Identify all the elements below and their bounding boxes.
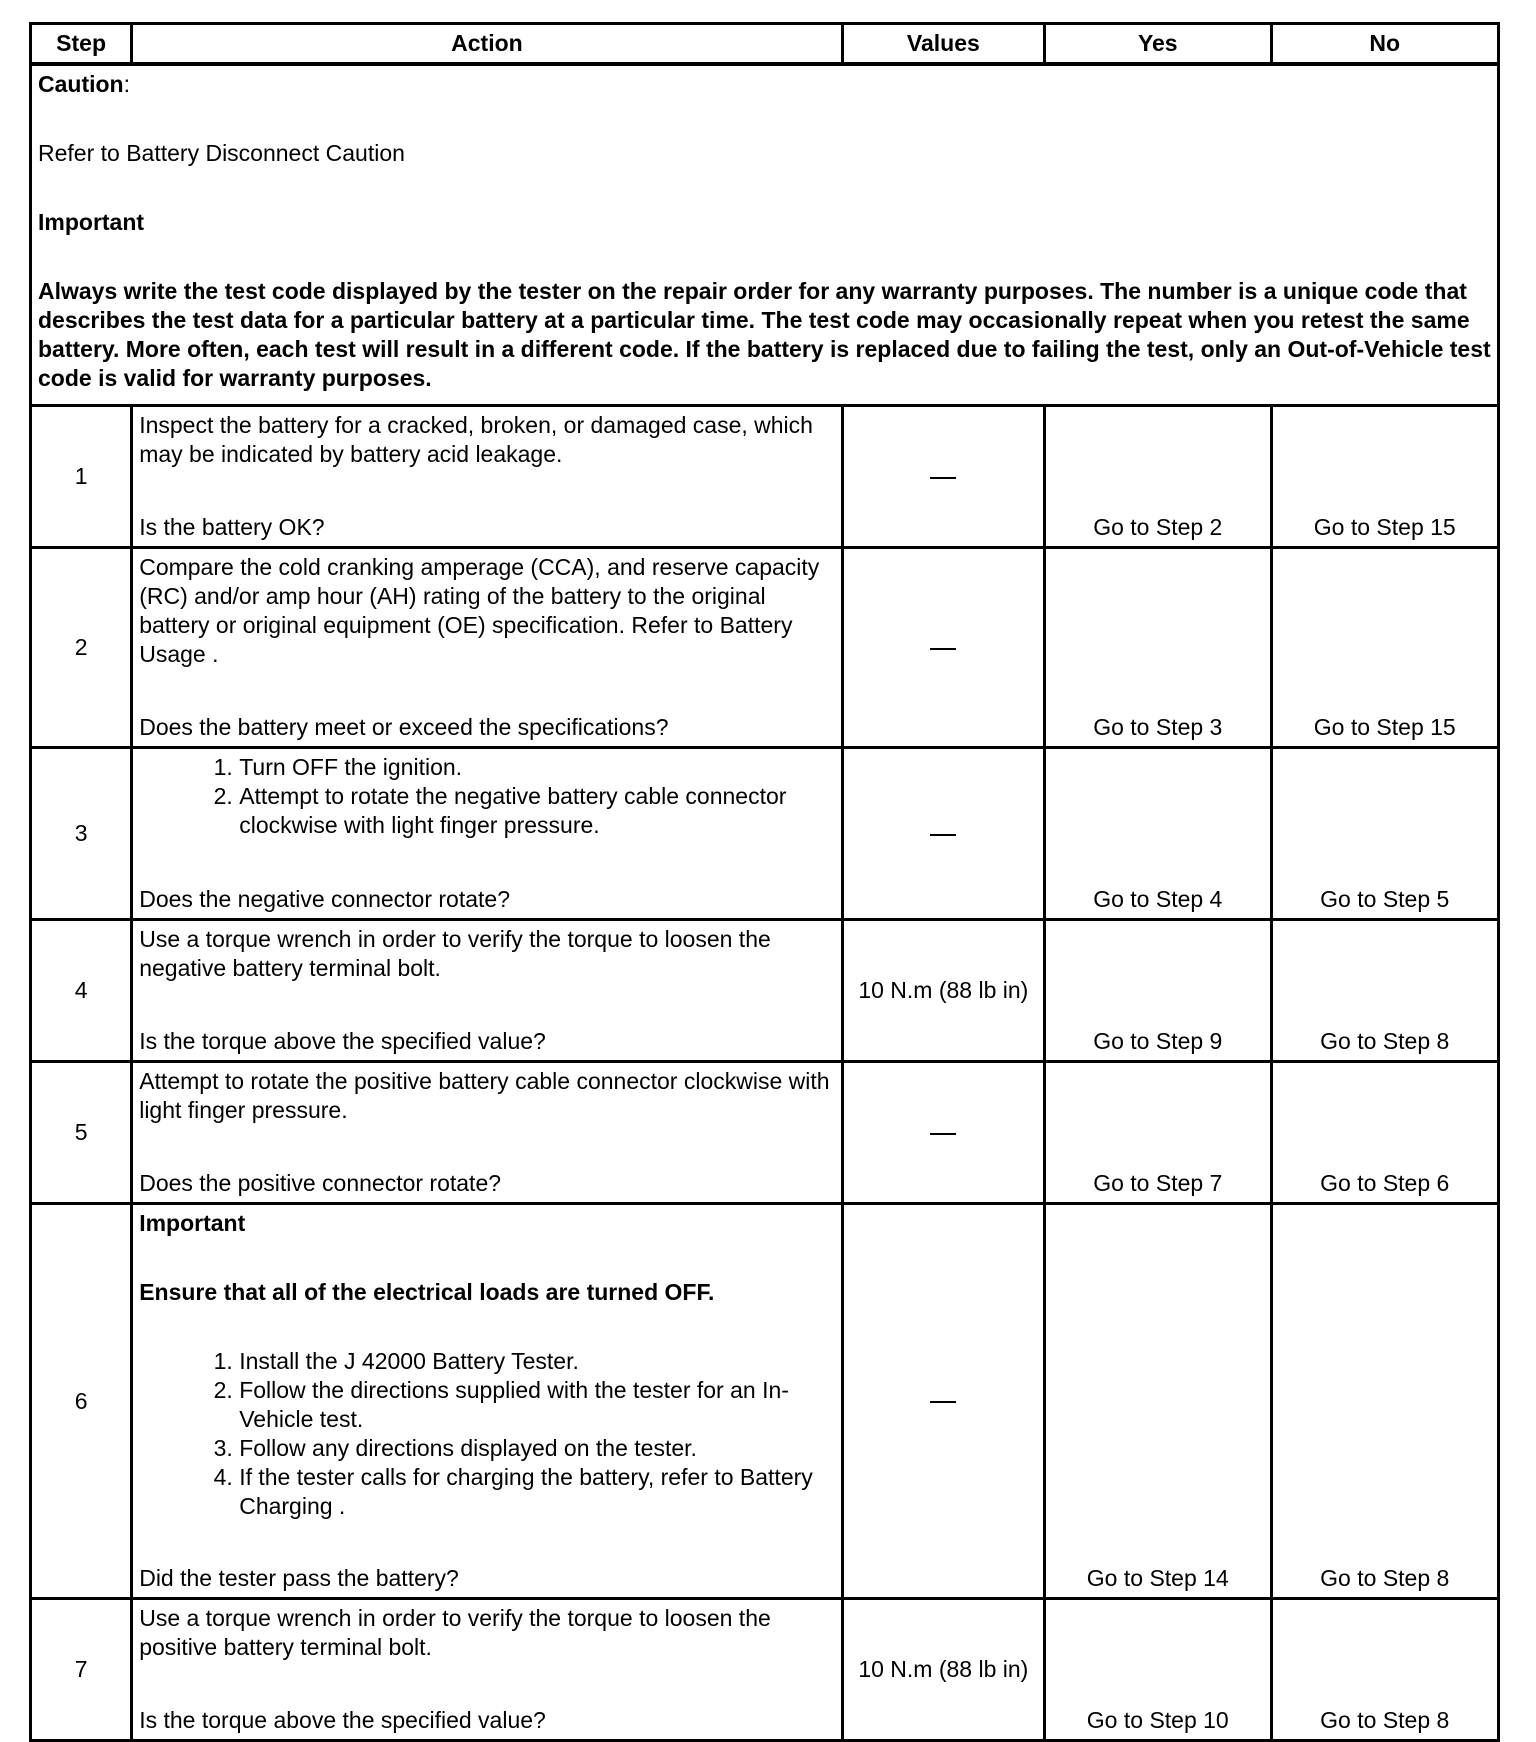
list-item: 2. Attempt to rotate the negative battery cable connector clockwise with light finger pressure. [239, 782, 834, 840]
yes-cell: Go to Step 9 [1045, 920, 1271, 1062]
values-cell [842, 1204, 1044, 1599]
action-question: Does the positive connector rotate? [139, 1170, 502, 1196]
list-item: 1. Turn OFF the ignition. [239, 753, 834, 782]
caution-label: Caution [38, 71, 124, 97]
no-cell: Go to Step 15 [1271, 406, 1499, 548]
action-cell [132, 1204, 842, 1599]
diagnostic-table [29, 22, 1500, 1742]
list-item: 2. Follow the directions supplied with the tester for an In-Vehicle test. [239, 1376, 834, 1434]
table-row [31, 548, 1499, 748]
table-header-row [31, 24, 1499, 65]
action-question: Did the tester pass the battery? [139, 1565, 459, 1591]
action-list [139, 1347, 834, 1521]
action-question: Is the torque above the specified value? [139, 1707, 546, 1733]
action-text: Use a torque wrench in order to verify the torque to loosen the negative battery terminal bolt. [139, 926, 771, 981]
list-item: 3. Follow any directions displayed on the tester. [239, 1434, 834, 1463]
yes-cell: Go to Step 4 [1045, 748, 1271, 920]
values-cell [842, 548, 1044, 748]
action-cell [132, 920, 842, 1062]
yes-cell: Go to Step 2 [1045, 406, 1271, 548]
important-label: Important [139, 1210, 246, 1236]
step-number: 5 [31, 1062, 132, 1204]
header-no: No [1271, 24, 1499, 65]
no-cell: Go to Step 5 [1271, 748, 1499, 920]
caution-row [31, 64, 1499, 406]
action-question: Does the negative connector rotate? [139, 886, 510, 912]
values-cell [842, 1062, 1044, 1204]
action-text: Attempt to rotate the positive battery cable connector clockwise with light finger pressure. [139, 1068, 830, 1123]
action-text: Inspect the battery for a cracked, broken, or damaged case, which may be indicated by battery acid leakage. [139, 412, 813, 467]
table-row [31, 1599, 1499, 1741]
step-number: 2 [31, 548, 132, 748]
dash-mark [930, 1401, 956, 1403]
diagnostic-table-document [29, 22, 1500, 1742]
yes-cell: Go to Step 10 [1045, 1599, 1271, 1741]
important-text: Always write the test code displayed by the tester on the repair order for any warranty purposes. The number is a unique code that describes the test data for a particular battery at a particular time. The test code may occasionally repeat when you retest the same battery. More often, each test will result in a different code. If the battery is replaced due to failing the test, only an Out-of-Vehicle test code is valid for warranty purposes. [38, 278, 1491, 391]
no-cell: Go to Step 6 [1271, 1062, 1499, 1204]
action-question: Is the torque above the specified value? [139, 1028, 546, 1054]
header-values: Values [842, 24, 1044, 65]
important-text: Ensure that all of the electrical loads are turned OFF. [139, 1279, 715, 1305]
step-number: 6 [31, 1204, 132, 1599]
values-cell: 10 N.m (88 lb in) [842, 1599, 1044, 1741]
yes-cell: Go to Step 3 [1045, 548, 1271, 748]
table-row [31, 920, 1499, 1062]
step-number: 7 [31, 1599, 132, 1741]
action-cell [132, 406, 842, 548]
table-row [31, 1204, 1499, 1599]
list-item: 1. Install the J 42000 Battery Tester. [239, 1347, 834, 1376]
yes-cell: Go to Step 14 [1045, 1204, 1271, 1599]
table-row [31, 748, 1499, 920]
step-number: 3 [31, 748, 132, 920]
action-cell [132, 748, 842, 920]
header-yes: Yes [1045, 24, 1271, 65]
dash-mark [930, 834, 956, 836]
action-list [139, 753, 834, 840]
step-number: 4 [31, 920, 132, 1062]
no-cell: Go to Step 15 [1271, 548, 1499, 748]
action-cell [132, 1062, 842, 1204]
action-question: Is the battery OK? [139, 514, 325, 540]
action-text: Use a torque wrench in order to verify the torque to loosen the positive battery terminal bolt. [139, 1605, 771, 1660]
caution-text: Refer to Battery Disconnect Caution [38, 140, 405, 166]
yes-cell: Go to Step 7 [1045, 1062, 1271, 1204]
table-row [31, 1062, 1499, 1204]
list-item: 4. If the tester calls for charging the battery, refer to Battery Charging . [239, 1463, 834, 1521]
caution-colon: : [123, 71, 130, 97]
no-cell: Go to Step 8 [1271, 920, 1499, 1062]
action-text: Compare the cold cranking amperage (CCA), and reserve capacity (RC) and/or amp hour (AH) rating of the battery to the original battery or original equipment (OE) specification. Refer to Battery Usage . [139, 554, 820, 667]
header-action: Action [132, 24, 842, 65]
dash-mark [930, 1133, 956, 1135]
table-row [31, 406, 1499, 548]
action-question: Does the battery meet or exceed the specifications? [139, 714, 669, 740]
values-cell: 10 N.m (88 lb in) [842, 920, 1044, 1062]
important-label: Important [38, 209, 145, 235]
action-cell [132, 1599, 842, 1741]
no-cell: Go to Step 8 [1271, 1204, 1499, 1599]
dash-mark [930, 477, 956, 479]
header-step: Step [31, 24, 132, 65]
caution-cell [31, 64, 1499, 406]
values-cell [842, 748, 1044, 920]
step-number: 1 [31, 406, 132, 548]
no-cell: Go to Step 8 [1271, 1599, 1499, 1741]
values-cell [842, 406, 1044, 548]
dash-mark [930, 648, 956, 650]
action-cell [132, 548, 842, 748]
